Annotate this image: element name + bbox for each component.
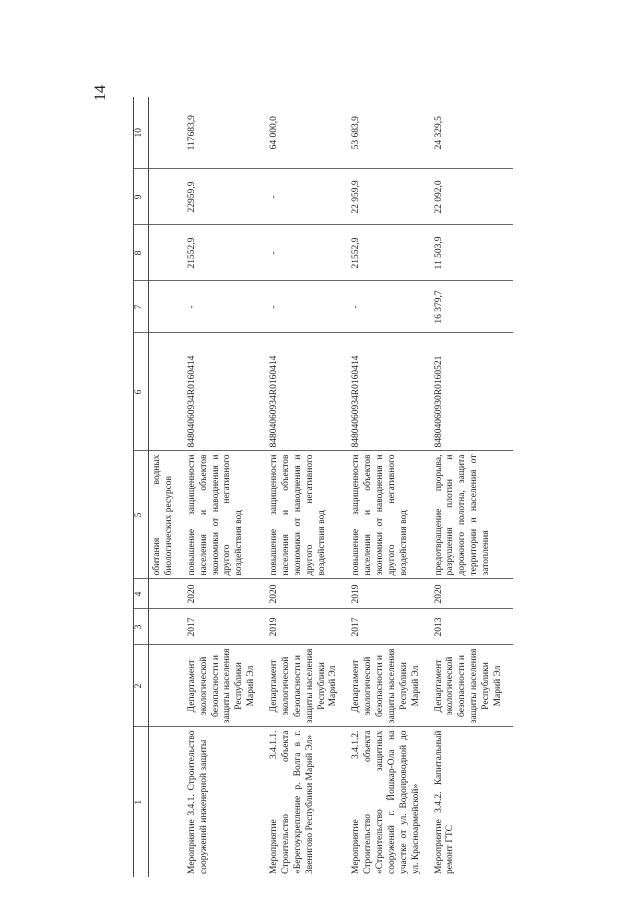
cell-col7: - xyxy=(266,281,348,333)
cell-measure: Мероприятие 3.4.1.2. Строительство объекта «Строительство защитных сооружений г. Йошкар-Ола на участке от ул. Водопроводной до ул. Красноармейской» xyxy=(351,730,421,874)
cell-code: 84804060934R0160414 xyxy=(184,333,266,451)
col-header-5: 5 xyxy=(134,451,149,579)
cell-start-year: 2019 xyxy=(266,609,348,645)
cell-result: повышение защищенности населения и объектов экономики от наводнения и другого негативного воздействия вод xyxy=(266,451,348,579)
cell-col8: 21552,9 xyxy=(184,225,266,281)
cell-executor: Департамент экологической безопасности и защиты населения Республики Марий Эл xyxy=(266,645,348,727)
col-header-4: 4 xyxy=(134,579,149,609)
cell-measure: Мероприятие 3.4.2. Капитальный ремонт ГТС xyxy=(433,730,456,874)
cell-col9: - xyxy=(266,169,348,225)
col-header-9: 9 xyxy=(134,169,149,225)
cell-col7: - xyxy=(184,281,266,333)
table-row xyxy=(348,97,430,877)
cell-start-year: 2017 xyxy=(348,609,430,645)
measures-table xyxy=(133,97,513,877)
cell-col7: - xyxy=(348,281,430,333)
cell-col8: - xyxy=(266,225,348,281)
column-number-row xyxy=(134,97,149,877)
cell-col9: 22959,9 xyxy=(184,169,266,225)
cell-result: повышение защищенности населения и объектов экономики от наводнения и другого негативного воздействия вод xyxy=(184,451,266,579)
cell-end-year: 2020 xyxy=(266,579,348,609)
cell-result: обитания водных биологических ресурсов xyxy=(149,451,184,579)
col-header-2: 2 xyxy=(134,645,149,727)
cell-col8: 21552,9 xyxy=(348,225,430,281)
rotated-table-sheet xyxy=(133,97,633,877)
cell-result: предотвращение прорыва, разрушения плотин и дорожного полотна, защита территории и населения от затопления xyxy=(431,451,513,579)
cell-start-year: 2017 xyxy=(184,609,266,645)
cell-col8: 11 503,9 xyxy=(431,225,513,281)
cell-col7: 16 379,7 xyxy=(431,281,513,333)
cell-executor: Департамент экологической безопасности и защиты населения Республики Марий Эл xyxy=(184,645,266,727)
table-row xyxy=(266,97,348,877)
page-number: 14 xyxy=(92,85,109,101)
cell-code: 84804060934R0160414 xyxy=(266,333,348,451)
col-header-7: 7 xyxy=(134,281,149,333)
cell-col10: 53 683,9 xyxy=(348,97,430,169)
cell-end-year: 2019 xyxy=(348,579,430,609)
cell-col9: 22 092,0 xyxy=(431,169,513,225)
table-row xyxy=(184,97,266,877)
cell-measure: Мероприятие 3.4.1.1. Строительство объекта «Берегоукрепление р. Волга в г. Звенигово Республики Марий Эл» xyxy=(269,730,315,874)
cell-start-year: 2013 xyxy=(431,609,513,645)
cell-measure: Мероприятие 3.4.1. Строительство сооружений инженерной защиты xyxy=(186,730,209,874)
col-header-8: 8 xyxy=(134,225,149,281)
col-header-3: 3 xyxy=(134,609,149,645)
cell-end-year: 2020 xyxy=(184,579,266,609)
table-row xyxy=(431,97,513,877)
cell-col10: 117683,9 xyxy=(184,97,266,169)
cell-executor: Департамент экологической безопасности и защиты населения Республики Марий Эл xyxy=(431,645,513,727)
col-header-6: 6 xyxy=(134,333,149,451)
cell-code: 84804060930R0160521 xyxy=(431,333,513,451)
cell-col9: 22 959,9 xyxy=(348,169,430,225)
cell-executor: Департамент экологической безопасности и защиты населения Республики Марий Эл xyxy=(348,645,430,727)
table-row-continuation xyxy=(149,97,184,877)
col-header-10: 10 xyxy=(134,97,149,169)
cell-col10: 24 329,5 xyxy=(431,97,513,169)
cell-result: повышение защищенности населения и объектов экономики от наводнения и другого негативного воздействия вод xyxy=(348,451,430,579)
cell-col10: 64 000,0 xyxy=(266,97,348,169)
cell-code: 84804060934R0160414 xyxy=(348,333,430,451)
cell-end-year: 2020 xyxy=(431,579,513,609)
col-header-1: 1 xyxy=(134,727,149,877)
